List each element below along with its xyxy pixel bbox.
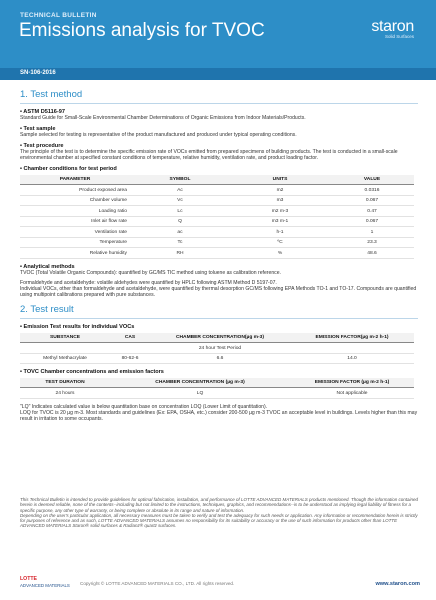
bulletin-kicker: TECHNICAL BULLETIN <box>20 12 97 19</box>
page-footer <box>20 577 420 591</box>
table-cell: RH <box>130 248 230 259</box>
table-cell: m2 m-3 <box>230 206 330 217</box>
table-cell: 0.067 <box>330 216 414 227</box>
procedure-text: The principle of the test is to determine the specific emission rate of VOCs emitted from prepared specimens of building products. The test is conducted in a small-scale environmental chamber at specified constant conditions of temperature, relative humidity, ventilation rate, and product loading factor. <box>20 149 398 162</box>
table-cell: ºC <box>230 237 330 248</box>
table-row <box>20 343 414 354</box>
table-cell: Methyl Methacrylate <box>20 353 110 364</box>
table-header-row <box>20 333 414 343</box>
table-cell: 24 hours <box>20 388 110 399</box>
column-header: CAS <box>110 333 150 343</box>
table-row <box>20 185 414 196</box>
table-header-row <box>20 175 414 185</box>
chamber-heading: • Chamber conditions for test period <box>20 166 117 173</box>
doc-number: SN-106-2016 <box>20 70 56 76</box>
disclaimer-paragraph: Depending on the user's particular application, all necessary measures must be taken to verify and test the adequacy for such needs or application. Any information or recommendation herein is strictly for purposes of reference and as such, LOTTE ADVANCED MATERIALS assumes no responsibility for its suitability or accuracy or the use of such information for products other than LOTTE ADVANCED MATERIALS Staron® solid surfaces & Radianz® quartz surfaces. <box>20 512 418 529</box>
table-row <box>20 353 414 364</box>
individual-vocs-heading: • Emission Test results for individual VOCs <box>20 324 135 331</box>
analytical-text: TVOC (Total Volatile Organic Compounds): quantified by GC/MS TIC method using toluene as calibration reference. <box>20 269 281 276</box>
column-header: CHAMBER CONCENTRATION(µg m-3) <box>150 333 290 343</box>
table-cell: 1 <box>330 227 414 238</box>
page-title: Emissions analysis for TVOC <box>19 20 265 41</box>
table-cell: m3 m-1 <box>230 216 330 227</box>
column-header: VALUE <box>330 175 414 185</box>
table-row <box>20 216 414 227</box>
astm-text: Standard Guide for Small-Scale Environmental Chamber Determinations of Organic Emissions from Indoor Materials/Products. <box>20 115 306 121</box>
section-heading-test-result: 2. Test result <box>20 304 418 319</box>
table-cell: 0.47 <box>330 206 414 217</box>
disclaimer <box>20 497 420 529</box>
disclaimer-paragraph: This Technical Bulletin is intended to provide guidelines for optimal fabrication, installation, and performance of LOTTE ADVANCED MATERIALS products mentioned. Though the information contained herein is deemed reliable, none of the contents--including but not limited to the instructions, techniques, graphics, and recommendations--is to be understood as implying legal liability of fitness for a specific purpose, any other type of warranty, or being complete or absolute in its range and nature of information. <box>20 497 419 513</box>
sample-heading: • Test sample <box>20 126 56 133</box>
test-period-label: 24 hour Test Period <box>150 343 290 354</box>
column-header: SYMBOL <box>130 175 230 185</box>
column-header: UNITS <box>230 175 330 185</box>
table-cell: Relative humidity <box>20 248 130 259</box>
table-cell: 23.3 <box>330 237 414 248</box>
table-cell: Product exposed area <box>20 185 130 196</box>
table-cell: Chamber volume <box>20 195 130 206</box>
tvoc-table <box>20 378 414 399</box>
column-header: TEST DURATION <box>20 378 110 388</box>
section-heading-test-method: 1. Test method <box>20 89 418 104</box>
table-cell: Ventilation rate <box>20 227 130 238</box>
table-header-row <box>20 378 414 388</box>
tvoc-heading: • TOVC Chamber concentrations and emission factors <box>20 369 164 376</box>
logo-subtitle: Solid Surfaces <box>384 34 414 39</box>
table-cell: m2 <box>230 185 330 196</box>
column-header: SUBSTANCE <box>20 333 110 343</box>
table-cell: Not applicable <box>290 388 414 399</box>
table-row <box>20 248 414 259</box>
table-cell: m3 <box>230 195 330 206</box>
main-content <box>20 84 418 422</box>
table-row <box>20 237 414 248</box>
table-cell: % <box>230 248 330 259</box>
column-header: EMISSION FACTOR (µg m-2 h-1) <box>290 378 414 388</box>
table-cell: ac <box>130 227 230 238</box>
table-cell: Lc <box>130 206 230 217</box>
table-row <box>20 227 414 238</box>
column-header: EMISSION FACTOR(µg m-2 h-1) <box>290 333 414 343</box>
chamber-conditions-table <box>20 175 414 259</box>
table-cell: Temperature <box>20 237 130 248</box>
column-header: PARAMETER <box>20 175 130 185</box>
table-row <box>20 206 414 217</box>
staron-logo <box>371 18 414 39</box>
table-cell: Loading ratio <box>20 206 130 217</box>
header-banner <box>0 0 436 68</box>
aldehyde-method-text: Formaldehyde and acetaldehyde: volatile aldehydes were quantified by HPLC following ASTM Method D 5197-07. Individual VOCs, other than formaldehyde and acetaldehyde, were quantified by thermal desorption GC/MS following EPA Methods TO-1 and TO-17. Compounds are quantified using multipoint calibrations prepared with pure substances. <box>20 279 417 299</box>
table-row <box>20 388 414 399</box>
lotte-logo-sub: ADVANCED MATERIALS <box>20 582 70 588</box>
lotte-logo: LOTTE <box>20 576 38 582</box>
doc-number-bar <box>0 68 436 80</box>
table-cell: 80-62-6 <box>110 353 150 364</box>
lq-note: "LQ" Indicates calculated value is below quantitation base on concentration LOQ (Lower Limit of quantitation). LOQ for TVOC is 20 µg m-3. Most standards and guidelines (Ex: EPA, OSHA, etc.) consider 200-500 µg m-3 TVOC an acceptable level in buildings. Levels higher than this may result in irritation to some occupants. <box>20 403 418 422</box>
logo-wordmark: staron <box>371 18 414 35</box>
sample-text: Sample selected for testing is representative of the product manufactured and produced under typical operating conditions. <box>20 132 297 139</box>
column-header: CHAMBER CONCENTRATION (µg m-3) <box>110 378 290 388</box>
table-cell: h-1 <box>230 227 330 238</box>
individual-vocs-table <box>20 333 414 364</box>
table-cell: 0.067 <box>330 195 414 206</box>
table-cell: 48.6 <box>330 248 414 259</box>
table-row <box>20 195 414 206</box>
analytical-heading: • Analytical methods <box>20 263 75 270</box>
table-cell: Tc <box>130 237 230 248</box>
table-cell: 0.0316 <box>330 185 414 196</box>
procedure-heading: • Test procedure <box>20 143 64 150</box>
table-cell: LQ <box>110 388 290 399</box>
website-link[interactable]: www.staron.com <box>375 581 420 587</box>
table-cell: Ac <box>130 185 230 196</box>
table-cell: Vc <box>130 195 230 206</box>
astm-heading: • ASTM D5116-97 <box>20 109 65 115</box>
table-cell: Q <box>130 216 230 227</box>
table-cell: Inlet air flow rate <box>20 216 130 227</box>
table-cell: 6.6 <box>150 353 290 364</box>
copyright-text: Copyright © LOTTE ADVANCED MATERIALS CO., LTD. All rights reserved. <box>80 581 235 586</box>
table-cell: 14.0 <box>290 353 414 364</box>
